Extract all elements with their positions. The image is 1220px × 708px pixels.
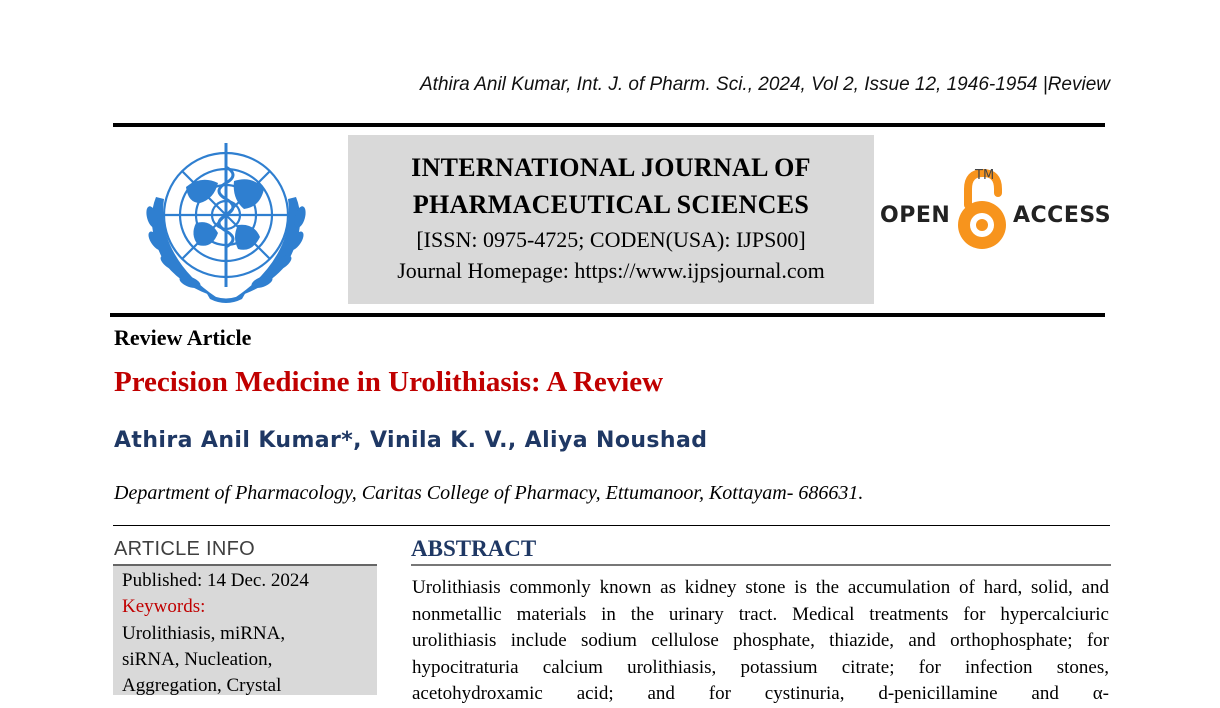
open-access-logo [880, 165, 1110, 255]
article-type: Review Article [114, 325, 252, 350]
journal-emblem-logo [126, 137, 326, 307]
header-rule-bottom [110, 313, 1105, 317]
journal-homepage: Journal Homepage: https://www.ijpsjournal.com [397, 258, 825, 283]
journal-name [348, 149, 874, 223]
abstract-heading: ABSTRACT [411, 536, 537, 561]
keywords-line: Urolithiasis, miRNA, [122, 623, 286, 644]
article-info-box [113, 566, 377, 695]
abstract-line: urolithiasis include sodium cellulose phosphate, thiazide, and orthophosphate; for [412, 630, 1109, 651]
open-access-open-text: OPEN [880, 203, 951, 228]
article-affiliation: Department of Pharmacology, Caritas College of Pharmacy, Ettumanoor, Kottayam- 686631. [114, 482, 864, 504]
abstract-line: hypocitraturia calcium urolithiasis, potassium citrate; for infection stones, [412, 656, 1109, 678]
journal-issn: [ISSN: 0975-4725; CODEN(USA): IJPS00] [416, 227, 806, 252]
keywords-label: Keywords: [122, 596, 206, 617]
section-divider [113, 525, 1110, 526]
journal-name-line-1: INTERNATIONAL JOURNAL OF [411, 153, 811, 182]
journal-name-line-2: PHARMACEUTICAL SCIENCES [412, 190, 810, 219]
abstract-line: nonmetallic materials in the urinary tract. Medical treatments for hypercalciuric [412, 603, 1109, 625]
keywords-line: Aggregation, Crystal [122, 675, 282, 696]
article-authors: Athira Anil Kumar*, Vinila K. V., Aliya Noushad [114, 428, 708, 453]
abstract-rule [411, 564, 1111, 566]
open-access-tm: TM [975, 168, 995, 183]
open-access-access-text: ACCESS [1013, 203, 1112, 228]
header-rule-top [113, 123, 1105, 127]
abstract-line: Urolithiasis commonly known as kidney stone is the accumulation of hard, solid, and [412, 577, 1109, 598]
article-title: Precision Medicine in Urolithiasis: A Review [114, 366, 664, 398]
article-info-heading: ARTICLE INFO [114, 538, 256, 560]
published-date: Published: 14 Dec. 2024 [122, 570, 309, 591]
abstract-line: acetohydroxamic acid; and for cystinuria, d-penicillamine and α- [412, 683, 1109, 704]
abstract-body [412, 575, 1109, 708]
running-header-citation: Athira Anil Kumar, Int. J. of Pharm. Sci., 2024, Vol 2, Issue 12, 1946-1954 |Review [420, 74, 1110, 95]
journal-masthead [348, 135, 874, 304]
keywords-line: siRNA, Nucleation, [122, 649, 273, 670]
